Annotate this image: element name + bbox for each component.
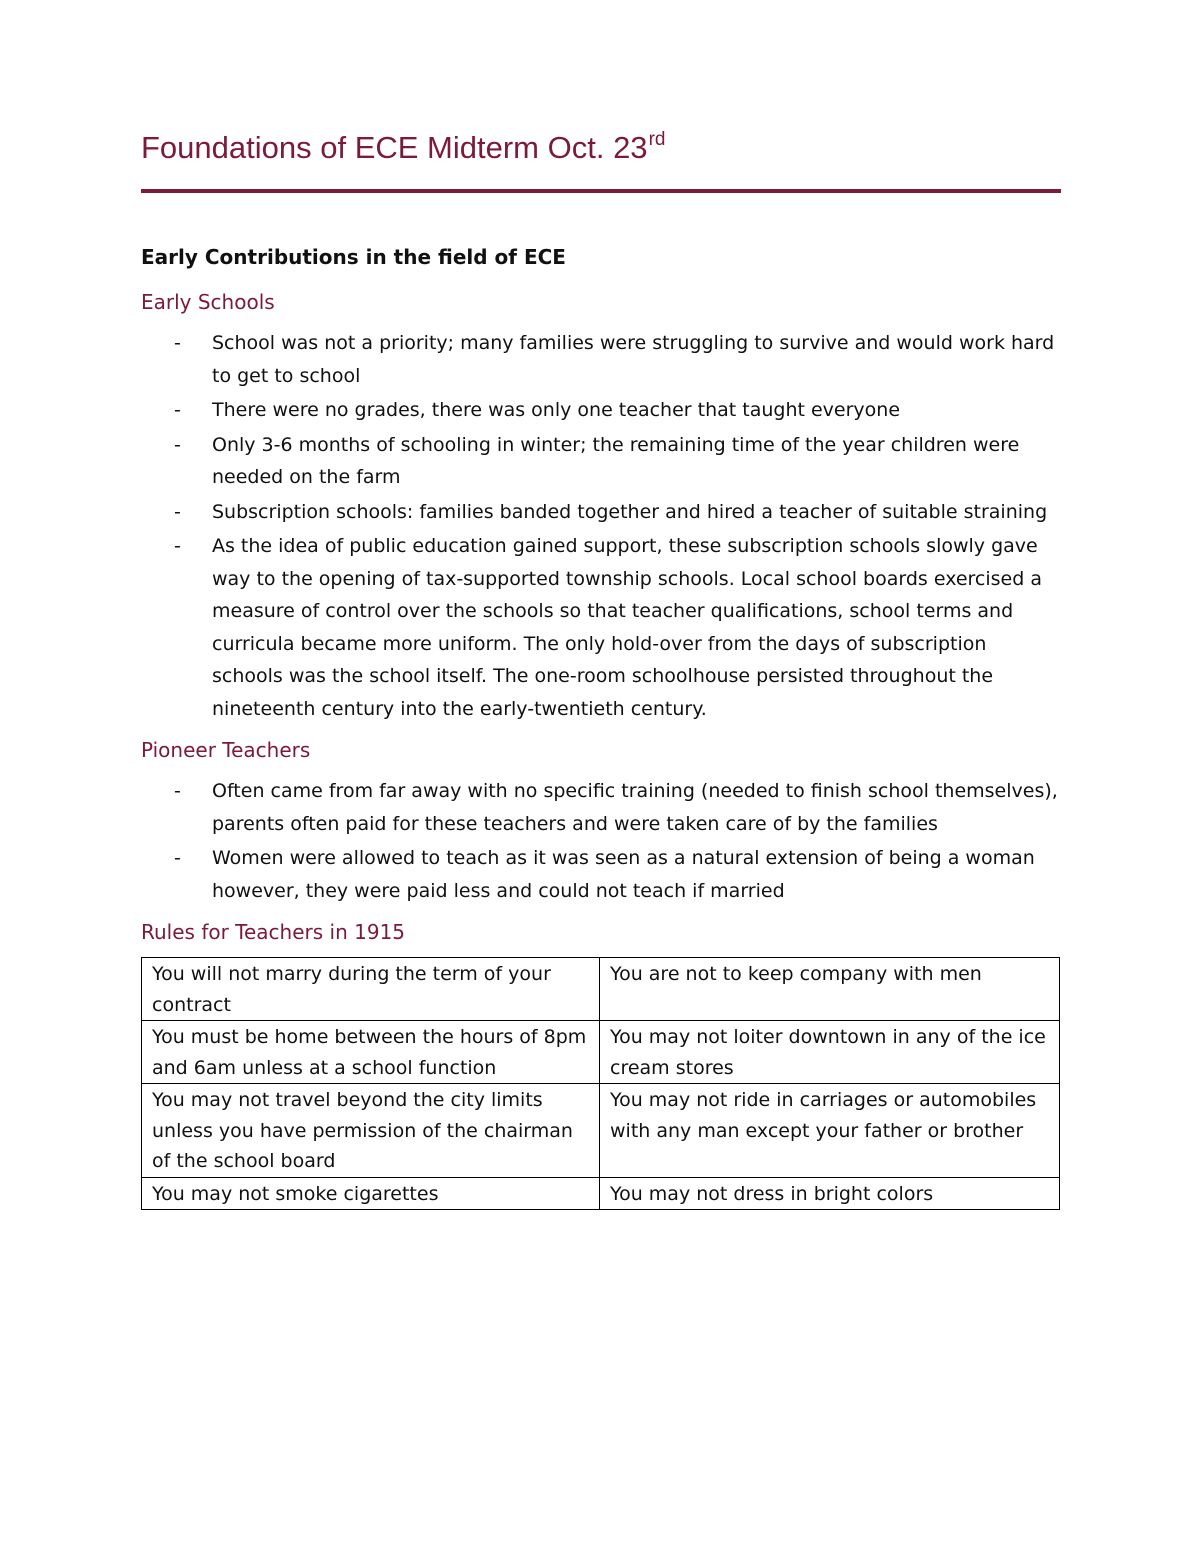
table-cell: You must be home between the hours of 8pm and 6am unless at a school function — [142, 1021, 600, 1084]
list-item — [141, 496, 1061, 529]
document-title-text: Foundations of ECE Midterm Oct. 23 — [141, 130, 648, 165]
table-row — [142, 1084, 1060, 1178]
title-underline-rule — [141, 189, 1061, 193]
table-cell: You may not dress in bright colors — [600, 1177, 1060, 1210]
dash-bullet: - — [174, 332, 181, 354]
dash-bullet: - — [174, 847, 181, 869]
table-row — [142, 958, 1060, 1021]
list-item-text: Women were allowed to teach as it was seen as a natural extension of being a woman however, they were paid less and could not teach if married — [212, 847, 1035, 902]
list-item-text: As the idea of public education gained support, these subscription schools slowly gave way to the opening of tax-supported township schools. Local school boards exercised a measure of control over the schools so that teacher qualifications, school terms and curricula became more uniform. The only hold-over from the days of subscription schools was the school itself. The one-room schoolhouse persisted throughout the nineteenth century into the early-twentieth century. — [212, 535, 1042, 720]
list-item-text: There were no grades, there was only one teacher that taught everyone — [212, 399, 901, 421]
table-cell: You may not ride in carriages or automobiles with any man except your father or brother — [600, 1084, 1060, 1178]
list-item-text: Often came from far away with no specific training (needed to finish school themselves), parents often paid for these teachers and were taken care of by the families — [212, 780, 1058, 835]
pioneer-teachers-list — [141, 775, 1061, 907]
document-body — [141, 242, 1061, 1210]
dash-bullet: - — [174, 399, 181, 421]
list-item-text: School was not a priority; many families were struggling to survive and would work hard to get to school — [212, 332, 1055, 387]
list-item — [141, 327, 1061, 392]
list-item — [141, 530, 1061, 725]
rules-table — [141, 957, 1060, 1210]
subheading-pioneer-teachers: Pioneer Teachers — [141, 738, 311, 762]
section-heading-early-contributions: Early Contributions in the field of ECE — [141, 245, 566, 269]
dash-bullet: - — [174, 433, 181, 456]
list-item — [141, 429, 1061, 494]
list-item — [141, 842, 1061, 907]
dash-bullet: - — [174, 535, 181, 557]
list-item-text: Only 3-6 months of schooling in winter; the remaining time of the year children were needed on the farm — [212, 433, 1020, 488]
list-item — [141, 775, 1061, 840]
early-schools-list — [141, 327, 1061, 725]
dash-bullet: - — [174, 500, 181, 523]
list-item — [141, 394, 1061, 427]
table-cell: You may not loiter downtown in any of the ice cream stores — [600, 1021, 1060, 1084]
table-row — [142, 1177, 1060, 1210]
dash-bullet: - — [174, 780, 181, 802]
document-title — [141, 118, 665, 170]
subheading-early-schools: Early Schools — [141, 290, 275, 314]
table-row — [142, 1021, 1060, 1084]
list-item-text: Subscription schools: families banded together and hired a teacher of suitable straining — [212, 500, 1048, 523]
document-title-superscript: rd — [648, 129, 666, 150]
table-cell: You are not to keep company with men — [600, 958, 1060, 1021]
table-cell: You will not marry during the term of your contract — [142, 958, 600, 1021]
table-cell: You may not smoke cigarettes — [142, 1177, 600, 1210]
table-cell: You may not travel beyond the city limits unless you have permission of the chairman of the school board — [142, 1084, 600, 1178]
subheading-rules-for-teachers: Rules for Teachers in 1915 — [141, 920, 406, 944]
